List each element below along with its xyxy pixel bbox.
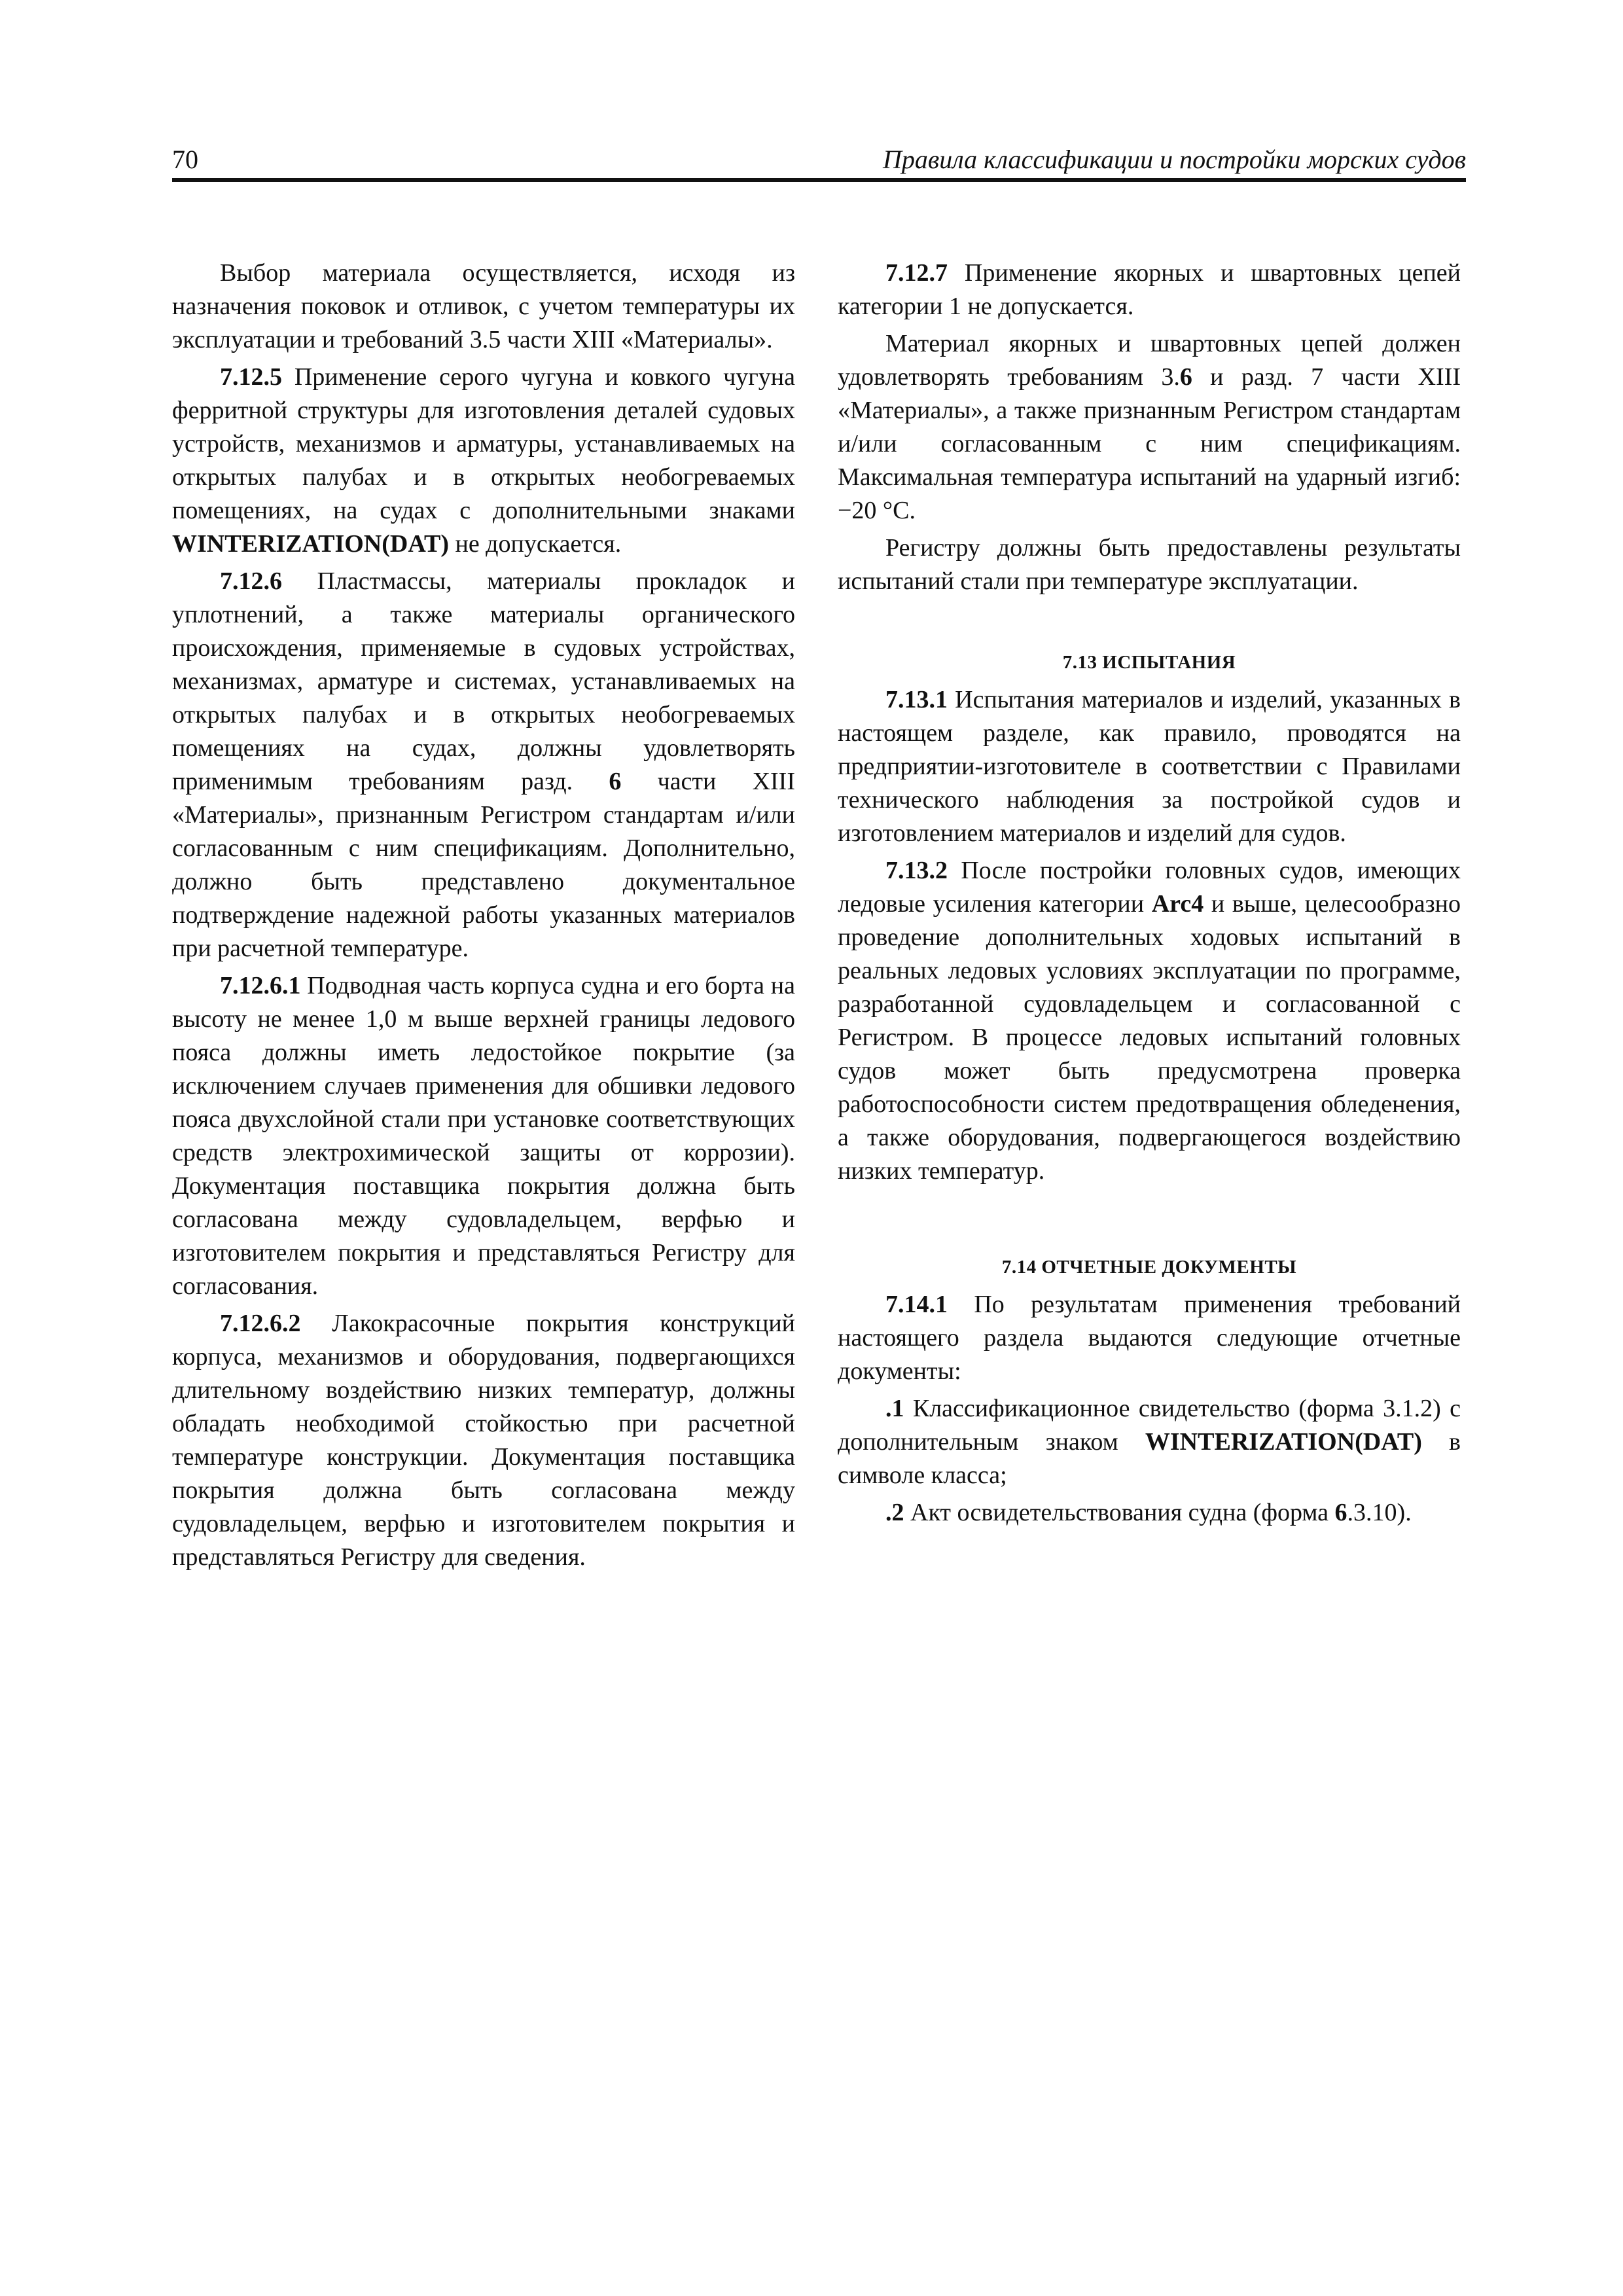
paragraph-7-12-6: 7.12.6 Пластмассы, материалы прокладок и уплотнений, а также материалы органического происхождения, применяемые в судовых устройствах, механизмах, арматуре и системах, устанавливаемых на открытых палубах и в открытых необогреваемых помещениях на судах, должны удовлетворять применимым требованиям разд. 6 части XIII «Материалы», признанным Регистром стандартам и/или согласованным с ним спецификациям. Дополнительно, должно быть представлено документальное подтверждение надежной работы указанных материалов при расчетной температуре.	[172, 567, 795, 962]
clause-number: 7.13.2	[885, 857, 948, 884]
paragraph: Материал якорных и швартовных цепей должен удовлетворять требованиям 3.6 и разд. 7 части XIII «Материалы», а также признанным Регистром стандартам и/или согласованным с ним спецификациям. Максимальная температура испытаний на ударный изгиб: −20 °C.	[838, 330, 1461, 524]
class-mark: WINTERIZATION(DAT)	[172, 530, 449, 558]
running-title: Правила классификации и постройки морских судов	[882, 145, 1466, 174]
clause-number: 7.12.5	[220, 363, 282, 391]
paragraph-7-12-6-1: 7.12.6.1 Подводная часть корпуса судна и его борта на высоту не менее 1,0 м выше верхней границы ледового пояса должны иметь ледостойкое покрытие (за исключением случаев применения для обшивки ледового пояса двухслойной стали при установке соответствующих средств электрохимической защиты от коррозии). Документация поставщика покрытия должна быть согласована между судовладельцем, верфью и изготовителем покрытия и представляться Регистру для согласования.	[172, 972, 795, 1300]
paragraph-7-14-1: 7.14.1 По результатам применения требований настоящего раздела выдаются следующие отчетные документы:	[838, 1291, 1461, 1385]
section-heading-7-14: 7.14 ОТЧЕТНЫЕ ДОКУМЕНТЫ	[1001, 1257, 1297, 1278]
page-number: 70	[172, 145, 198, 174]
class-mark: Arc4	[1151, 890, 1204, 918]
page-header	[172, 143, 1466, 179]
paragraph: Регистру должны быть предоставлены результаты испытаний стали при температуре эксплуатации.	[838, 534, 1461, 595]
paragraph-7-12-5: 7.12.5 Применение серого чугуна и ковкого чугуна ферритной структуры для изготовления деталей судовых устройств, механизмов и арматуры, устанавливаемых на открытых палубах и в открытых необогреваемых помещениях, на судах с дополнительными знаками WINTERIZATION(DAT) не допускается.	[172, 363, 795, 558]
right-column	[838, 257, 1461, 1530]
list-item-2: .2 Акт освидетельствования судна (форма 6.3.10).	[885, 1499, 1412, 1526]
paragraph: Выбор материала осуществляется, исходя из назначения поковок и отливок, с учетом температуры их эксплуатации и требований 3.5 части XIII «Материалы».	[172, 259, 795, 353]
paragraph-7-12-7: 7.12.7 Применение якорных и швартовных цепей категории 1 не допускается.	[838, 259, 1461, 320]
left-column	[172, 257, 795, 1574]
clause-number: 7.12.6.2	[220, 1310, 301, 1337]
section-heading-7-13: 7.13 ИСПЫТАНИЯ	[1062, 652, 1236, 673]
header-rule	[172, 178, 1466, 182]
item-number: .1	[885, 1395, 904, 1422]
class-mark: WINTERIZATION(DAT)	[1145, 1428, 1422, 1456]
list-item-1: .1 Классификационное свидетельство (форма 3.1.2) с дополнительным знаком WINTERIZATION(DAT) в символе класса;	[838, 1395, 1461, 1489]
paragraph-7-13-2: 7.13.2 После постройки головных судов, имеющих ледовые усиления категории Arc4 и выше, целесообразно проведение дополнительных ходовых испытаний в реальных ледовых условиях эксплуатации по программе, разработанной судовладельцем и согласованной с Регистром. В процессе ледовых испытаний головных судов может быть предусмотрена проверка работоспособности систем предотвращения обледенения, а также оборудования, подвергающегося воздействию низких температур.	[838, 857, 1461, 1185]
clause-number: 7.12.7	[885, 259, 948, 287]
item-number: .2	[885, 1499, 904, 1526]
clause-number: 7.12.6.1	[220, 972, 301, 999]
clause-number: 7.14.1	[885, 1291, 948, 1318]
clause-number: 7.13.1	[885, 686, 948, 713]
clause-number: 7.12.6	[220, 567, 282, 595]
paragraph-7-13-1: 7.13.1 Испытания материалов и изделий, указанных в настоящем разделе, как правило, проводятся на предприятии-изготовителе в соответствии с Правилами технического наблюдения за постройкой судов и изготовлением материалов и изделий для судов.	[838, 686, 1461, 847]
paragraph-7-12-6-2: 7.12.6.2 Лакокрасочные покрытия конструкций корпуса, механизмов и оборудования, подвергающихся длительному воздействию низких температур, должны обладать необходимой стойкостью при расчетной температуре конструкции. Документация поставщика покрытия должна быть согласована между судовладельцем, верфью и изготовителем покрытия и представляться Регистру для сведения.	[172, 1310, 795, 1571]
